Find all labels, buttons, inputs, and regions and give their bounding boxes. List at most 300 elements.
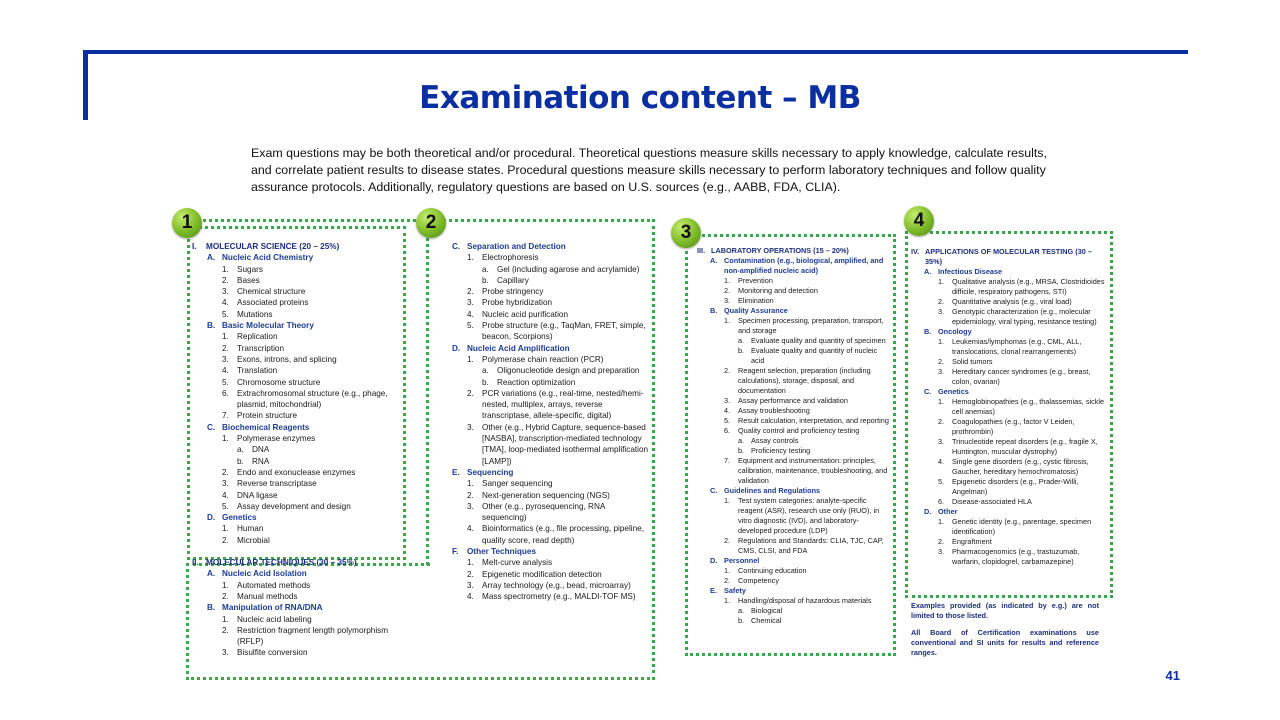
list-item <box>697 456 890 486</box>
item-marker: 7. <box>724 456 731 465</box>
item-marker: 3. <box>938 367 945 376</box>
item-marker: 3. <box>222 648 229 658</box>
list-item <box>192 478 404 489</box>
item-marker: b. <box>738 346 745 355</box>
item-text: Contamination (e.g., biological, amplified, and non-amplified nucleic acid) <box>724 256 884 275</box>
item-text: Engraftment <box>952 537 992 546</box>
item-marker: 2. <box>222 625 229 635</box>
list-item <box>437 365 650 376</box>
list-item <box>697 596 890 606</box>
item-text: Result calculation, interpretation, and reporting <box>738 416 889 425</box>
item-text: Chromosome structure <box>237 377 321 387</box>
item-text: Genetics <box>222 513 257 523</box>
item-text: Extrachromosomal structure (e.g., phage, plasmid, mitochondrial) <box>237 388 388 410</box>
item-text: Microbial <box>237 535 270 545</box>
item-text: Capillary <box>497 275 529 285</box>
item-text: Coagulopathies (e.g., factor V Leiden, prothrombin) <box>952 417 1075 436</box>
list-item <box>697 346 890 366</box>
item-text: Evaluate quality and quantity of specimen <box>751 336 886 345</box>
item-marker: 7. <box>222 411 229 421</box>
item-marker: 1. <box>938 397 945 406</box>
list-item <box>192 625 404 648</box>
item-marker: b. <box>482 377 489 387</box>
item-text: Automated methods <box>237 580 311 590</box>
list-item <box>437 523 650 546</box>
item-text: Biological <box>751 606 783 615</box>
item-marker: 5. <box>222 377 229 387</box>
item-text: APPLICATIONS OF MOLECULAR TESTING (30 – 35%) <box>925 247 1092 266</box>
subsection-heading <box>697 586 890 596</box>
item-marker: 2. <box>467 287 474 297</box>
item-text: Basic Molecular Theory <box>222 321 314 331</box>
list-item <box>911 297 1109 307</box>
list-item <box>697 606 890 616</box>
item-marker: b. <box>738 446 745 455</box>
list-item <box>192 490 404 501</box>
list-item <box>437 309 650 320</box>
section-heading <box>192 557 404 568</box>
list-item <box>192 331 404 342</box>
item-text: Epigenetic disorders (e.g., Prader-Willi, Angelman) <box>952 477 1079 496</box>
item-marker: a. <box>738 336 745 345</box>
item-text: Restriction fragment length polymorphism (RFLP) <box>237 625 389 647</box>
item-marker: C. <box>710 486 718 495</box>
item-text: Leukemias/lymphomas (e.g., CML, ALL, translocations, clonal rearrangements) <box>952 337 1082 356</box>
item-marker: 1. <box>938 517 945 526</box>
item-marker: 3. <box>724 396 731 405</box>
item-text: Equipment and instrumentation: principles, calibration, maintenance, troubleshooting, and validation <box>738 456 888 485</box>
item-marker: 3. <box>467 422 474 432</box>
item-text: Manual methods <box>237 591 298 601</box>
item-marker: 2. <box>467 569 474 579</box>
item-marker: 2. <box>938 297 945 306</box>
subsection-heading <box>437 241 650 252</box>
item-marker: a. <box>482 264 489 274</box>
list-item <box>911 307 1109 327</box>
list-item <box>192 523 404 534</box>
item-marker: 3. <box>467 580 474 590</box>
list-item <box>437 591 650 602</box>
list-item <box>437 377 650 388</box>
item-marker: 3. <box>938 307 945 316</box>
subsection-heading <box>911 387 1109 397</box>
item-marker: 5. <box>222 501 229 511</box>
item-text: Personnel <box>724 556 760 565</box>
item-text: Electrophoresis <box>482 253 539 263</box>
list-item <box>192 377 404 388</box>
item-text: Reverse transcriptase <box>237 479 317 489</box>
item-text: Melt-curve analysis <box>482 558 553 568</box>
list-item <box>911 357 1109 367</box>
item-text: Prevention <box>738 276 773 285</box>
item-marker: 6. <box>222 388 229 398</box>
item-text: Reagent selection, preparation (including calculations), storage, disposal, and documentation <box>738 366 871 395</box>
group-3-badge: 3 <box>671 218 701 248</box>
list-item <box>697 396 890 406</box>
list-item <box>697 296 890 306</box>
subsection-heading <box>697 556 890 566</box>
item-marker: B. <box>207 603 216 613</box>
item-text: Separation and Detection <box>467 242 566 251</box>
item-marker: 1. <box>724 276 731 285</box>
units-note: All Board of Certification examinations use conventional and SI units for results and reference ranges. <box>911 628 1099 658</box>
item-marker: 1. <box>724 496 731 505</box>
item-marker: D. <box>207 513 216 523</box>
item-text: Endo and exonuclease enzymes <box>237 467 356 477</box>
item-marker: 5. <box>938 477 945 486</box>
slide-title: Examination content – MB <box>419 80 861 116</box>
item-text: Disease-associated HLA <box>952 497 1032 506</box>
item-marker: A. <box>710 256 718 265</box>
item-text: Test system categories: analyte-specific reagent (ASR), research use only (RUO), in vitro diagnostic (IVD), and laboratory-developed procedure (LDP) <box>738 496 880 535</box>
item-text: Transcription <box>237 343 285 353</box>
subsection-heading <box>697 486 890 496</box>
list-item <box>437 286 650 297</box>
item-text: DNA ligase <box>237 490 278 500</box>
item-text: LABORATORY OPERATIONS (15 – 20%) <box>711 246 849 255</box>
item-marker: 1. <box>222 332 229 342</box>
list-item <box>192 264 404 275</box>
list-item <box>911 477 1109 497</box>
item-text: Evaluate quality and quantity of nucleic acid <box>751 346 878 365</box>
list-item <box>437 478 650 489</box>
item-marker: 4. <box>467 309 474 319</box>
item-text: Quality control and proficiency testing <box>738 426 860 435</box>
list-item <box>697 576 890 586</box>
list-item <box>437 297 650 308</box>
item-text: Other <box>938 507 958 516</box>
item-marker: F. <box>452 547 459 557</box>
section-heading <box>911 247 1109 267</box>
group-2-badge: 2 <box>416 208 446 238</box>
item-text: Array technology (e.g., bead, microarray) <box>482 580 631 590</box>
item-text: Reaction optimization <box>497 377 576 387</box>
item-marker: 3. <box>938 437 945 446</box>
outline-column-techniques <box>437 241 650 603</box>
item-text: Monitoring and detection <box>738 286 818 295</box>
item-text: Nucleic acid purification <box>482 309 569 319</box>
item-marker: 1. <box>938 277 945 286</box>
item-text: Assay development and design <box>237 501 351 511</box>
list-item <box>437 580 650 591</box>
list-item <box>437 490 650 501</box>
outline-column-molecular-science <box>192 241 404 659</box>
item-marker: a. <box>738 436 745 445</box>
outline-column-applications <box>911 247 1109 567</box>
list-item <box>697 616 890 626</box>
item-text: Safety <box>724 586 746 595</box>
list-item <box>437 320 650 343</box>
list-item <box>911 497 1109 507</box>
item-text: Regulations and Standards: CLIA, TJC, CAP, CMS, CLSI, and FDA <box>738 536 884 555</box>
item-marker: 4. <box>222 366 229 376</box>
list-item <box>192 535 404 546</box>
item-text: Next-generation sequencing (NGS) <box>482 490 610 500</box>
item-text: Oncology <box>938 327 972 336</box>
item-marker: IV. <box>911 247 920 256</box>
item-marker: 1. <box>724 316 731 325</box>
list-item <box>192 456 404 467</box>
page-number: 41 <box>1165 668 1180 683</box>
item-text: Elimination <box>738 296 774 305</box>
item-text: Translation <box>237 366 278 376</box>
list-item <box>437 275 650 286</box>
item-marker: b. <box>237 456 244 466</box>
item-text: Trinucleotide repeat disorders (e.g., fragile X, Huntington, muscular dystrophy) <box>952 437 1098 456</box>
item-text: Qualitative analysis (e.g., MRSA, Clostridioides difficile, respiratory pathogens, STI) <box>952 277 1105 296</box>
list-item <box>192 275 404 286</box>
item-marker: a. <box>738 606 745 615</box>
item-text: Bisulfite conversion <box>237 648 308 658</box>
examples-note: Examples provided (as indicated by e.g.) are not limited to those listed. <box>911 601 1099 621</box>
item-text: Quality Assurance <box>724 306 788 315</box>
list-item <box>437 264 650 275</box>
item-text: Probe structure (e.g., TaqMan, FRET, simple, beacon, Scorpions) <box>482 321 646 342</box>
item-marker: 2. <box>222 343 229 353</box>
item-text: Manipulation of RNA/DNA <box>222 603 323 613</box>
item-marker: 1. <box>222 580 229 590</box>
item-text: Polymerase enzymes <box>237 434 316 444</box>
item-text: PCR variations (e.g., real-time, nested/hemi-nested, multiplex, arrays, reverse transcriptase, allele-specific, digital) <box>482 388 644 421</box>
item-text: Mass spectrometry (e.g., MALDI-TOF MS) <box>482 592 636 602</box>
list-item <box>192 343 404 354</box>
list-item <box>911 337 1109 357</box>
list-item <box>192 365 404 376</box>
item-text: Solid tumors <box>952 357 993 366</box>
list-item <box>911 417 1109 437</box>
item-marker: a. <box>237 445 244 455</box>
item-text: Handling/disposal of hazardous materials <box>738 596 872 605</box>
group-2-bottom-left-edge <box>186 563 190 680</box>
list-item <box>697 336 890 346</box>
item-marker: 3. <box>467 298 474 308</box>
list-item <box>192 591 404 602</box>
item-text: Infectious Disease <box>938 267 1003 276</box>
list-item <box>911 457 1109 477</box>
subsection-heading <box>437 467 650 478</box>
subsection-heading <box>192 252 404 263</box>
item-text: Other Techniques <box>467 547 536 557</box>
item-text: Genetics <box>938 387 969 396</box>
item-marker: 2. <box>222 535 229 545</box>
item-marker: 3. <box>467 501 474 511</box>
item-marker: A. <box>207 253 216 263</box>
item-marker: II. <box>192 558 199 568</box>
list-item <box>911 517 1109 537</box>
item-text: Mutations <box>237 309 273 319</box>
item-text: Nucleic Acid Chemistry <box>222 253 314 263</box>
outline-column-lab-operations <box>697 246 890 626</box>
list-item <box>697 566 890 576</box>
group-2-left-edge <box>426 219 430 565</box>
list-item <box>697 276 890 286</box>
list-item <box>192 580 404 591</box>
item-text: Hereditary cancer syndromes (e.g., breast, colon, ovarian) <box>952 367 1091 386</box>
subsection-heading <box>697 256 890 276</box>
item-marker: 3. <box>222 354 229 364</box>
item-marker: 6. <box>724 426 731 435</box>
item-marker: D. <box>710 556 718 565</box>
item-marker: 1. <box>222 434 229 444</box>
subsection-heading <box>697 306 890 316</box>
item-text: Human <box>237 524 264 534</box>
item-text: Epigenetic modification detection <box>482 569 602 579</box>
item-marker: A. <box>207 569 216 579</box>
section-heading <box>697 246 890 256</box>
item-text: Competency <box>738 576 779 585</box>
list-item <box>697 496 890 536</box>
group-4-badge: 4 <box>904 206 934 236</box>
list-item <box>911 437 1109 457</box>
list-item <box>697 436 890 446</box>
item-marker: 2. <box>938 357 945 366</box>
item-text: Exons, introns, and splicing <box>237 354 337 364</box>
list-item <box>911 397 1109 417</box>
group-1-badge: 1 <box>172 208 202 238</box>
list-item <box>437 252 650 263</box>
item-marker: E. <box>710 586 717 595</box>
item-text: Single gene disorders (e.g., cystic fibrosis, Gaucher, hereditary hemochromatosis) <box>952 457 1089 476</box>
list-item <box>697 316 890 336</box>
list-item <box>697 446 890 456</box>
item-text: Other (e.g., pyrosequencing, RNA sequencing) <box>482 501 605 523</box>
item-marker: 1. <box>222 524 229 534</box>
list-item <box>697 536 890 556</box>
subsection-heading <box>437 343 650 354</box>
item-marker: D. <box>924 507 932 516</box>
item-text: Nucleic acid labeling <box>237 614 312 624</box>
item-marker: B. <box>924 327 932 336</box>
item-marker: 2. <box>724 536 731 545</box>
item-marker: 1. <box>724 566 731 575</box>
list-item <box>697 286 890 296</box>
item-text: Proficiency testing <box>751 446 811 455</box>
list-item <box>192 467 404 478</box>
list-item <box>911 547 1109 567</box>
item-text: Quantitative analysis (e.g., viral load) <box>952 297 1072 306</box>
subsection-heading <box>911 507 1109 517</box>
item-marker: a. <box>482 366 489 376</box>
subsection-heading <box>192 422 404 433</box>
item-text: Chemical structure <box>237 287 306 297</box>
item-marker: 5. <box>724 416 731 425</box>
item-text: Assay performance and validation <box>738 396 848 405</box>
subsection-heading <box>192 320 404 331</box>
item-marker: 1. <box>467 479 474 489</box>
item-marker: 5. <box>467 321 474 331</box>
item-text: Gel (including agarose and acrylamide) <box>497 264 640 274</box>
item-marker: 3. <box>938 547 945 556</box>
item-marker: 2. <box>724 366 731 375</box>
list-item <box>192 647 404 658</box>
list-item <box>192 444 404 455</box>
item-marker: 1. <box>467 558 474 568</box>
item-text: Nucleic Acid Isolation <box>222 569 307 579</box>
item-text: Assay troubleshooting <box>738 406 810 415</box>
list-item <box>437 557 650 568</box>
list-item <box>192 388 404 411</box>
item-marker: b. <box>738 616 745 625</box>
item-text: Protein structure <box>237 411 298 421</box>
item-marker: 1. <box>222 264 229 274</box>
item-marker: 1. <box>222 614 229 624</box>
item-text: Pharmacogenomics (e.g., trastuzumab, warfarin, clopidogrel, carbamazepine) <box>952 547 1080 566</box>
item-text: MOLECULAR SCIENCE (20 – 25%) <box>206 242 340 251</box>
list-item <box>697 406 890 416</box>
item-text: Sequencing <box>467 467 514 477</box>
list-item <box>697 366 890 396</box>
item-marker: C. <box>207 422 216 432</box>
list-item <box>697 416 890 426</box>
item-marker: 2. <box>938 537 945 546</box>
item-text: DNA <box>252 445 270 455</box>
list-item <box>192 286 404 297</box>
item-marker: 2. <box>222 275 229 285</box>
item-text: Assay controls <box>751 436 799 445</box>
item-text: Replication <box>237 332 278 342</box>
list-item <box>192 501 404 512</box>
item-text: RNA <box>252 456 270 466</box>
item-text: Sanger sequencing <box>482 479 553 489</box>
item-marker: A. <box>924 267 932 276</box>
item-text: Guidelines and Regulations <box>724 486 821 495</box>
list-item <box>192 354 404 365</box>
item-marker: I. <box>192 242 197 251</box>
item-marker: 3. <box>724 296 731 305</box>
item-marker: 4. <box>938 457 945 466</box>
item-marker: 4. <box>467 524 474 534</box>
item-marker: 2. <box>724 576 731 585</box>
item-marker: D. <box>452 343 461 353</box>
item-text: Chemical <box>751 616 782 625</box>
list-item <box>437 354 650 365</box>
item-marker: 2. <box>467 388 474 398</box>
item-marker: B. <box>207 321 216 331</box>
item-marker: 4. <box>222 298 229 308</box>
item-text: Sugars <box>237 264 263 274</box>
subsection-heading <box>192 512 404 523</box>
item-text: Biochemical Reagents <box>222 422 310 432</box>
item-marker: 2. <box>222 467 229 477</box>
list-item <box>192 410 404 421</box>
subsection-heading <box>192 602 404 613</box>
list-item <box>192 309 404 320</box>
item-marker: III. <box>697 246 706 255</box>
subsection-heading <box>437 546 650 557</box>
item-marker: 1. <box>467 253 474 263</box>
item-marker: b. <box>482 275 489 285</box>
item-text: Hemoglobinopathies (e.g., thalassemias, sickle cell anemias) <box>952 397 1105 416</box>
item-marker: 1. <box>938 337 945 346</box>
item-marker: 2. <box>467 490 474 500</box>
item-text: Continuing education <box>738 566 807 575</box>
list-item <box>911 537 1109 547</box>
item-text: Genotypic characterization (e.g., molecular epidemiology, viral typing, resistance testing) <box>952 307 1097 326</box>
item-text: MOLECULAR TECHNIQUES (30 – 35%) <box>206 558 357 568</box>
item-text: Associated proteins <box>237 298 309 308</box>
item-marker: E. <box>452 467 460 477</box>
list-item <box>192 297 404 308</box>
subsection-heading <box>192 568 404 579</box>
item-text: Polymerase chain reaction (PCR) <box>482 354 604 364</box>
list-item <box>437 422 650 467</box>
item-marker: 2. <box>938 417 945 426</box>
item-text: Genetic identity (e.g., parentage, specimen identification) <box>952 517 1092 536</box>
subsection-heading <box>911 327 1109 337</box>
list-item <box>192 433 404 444</box>
item-marker: 2. <box>724 286 731 295</box>
item-marker: 4. <box>222 490 229 500</box>
